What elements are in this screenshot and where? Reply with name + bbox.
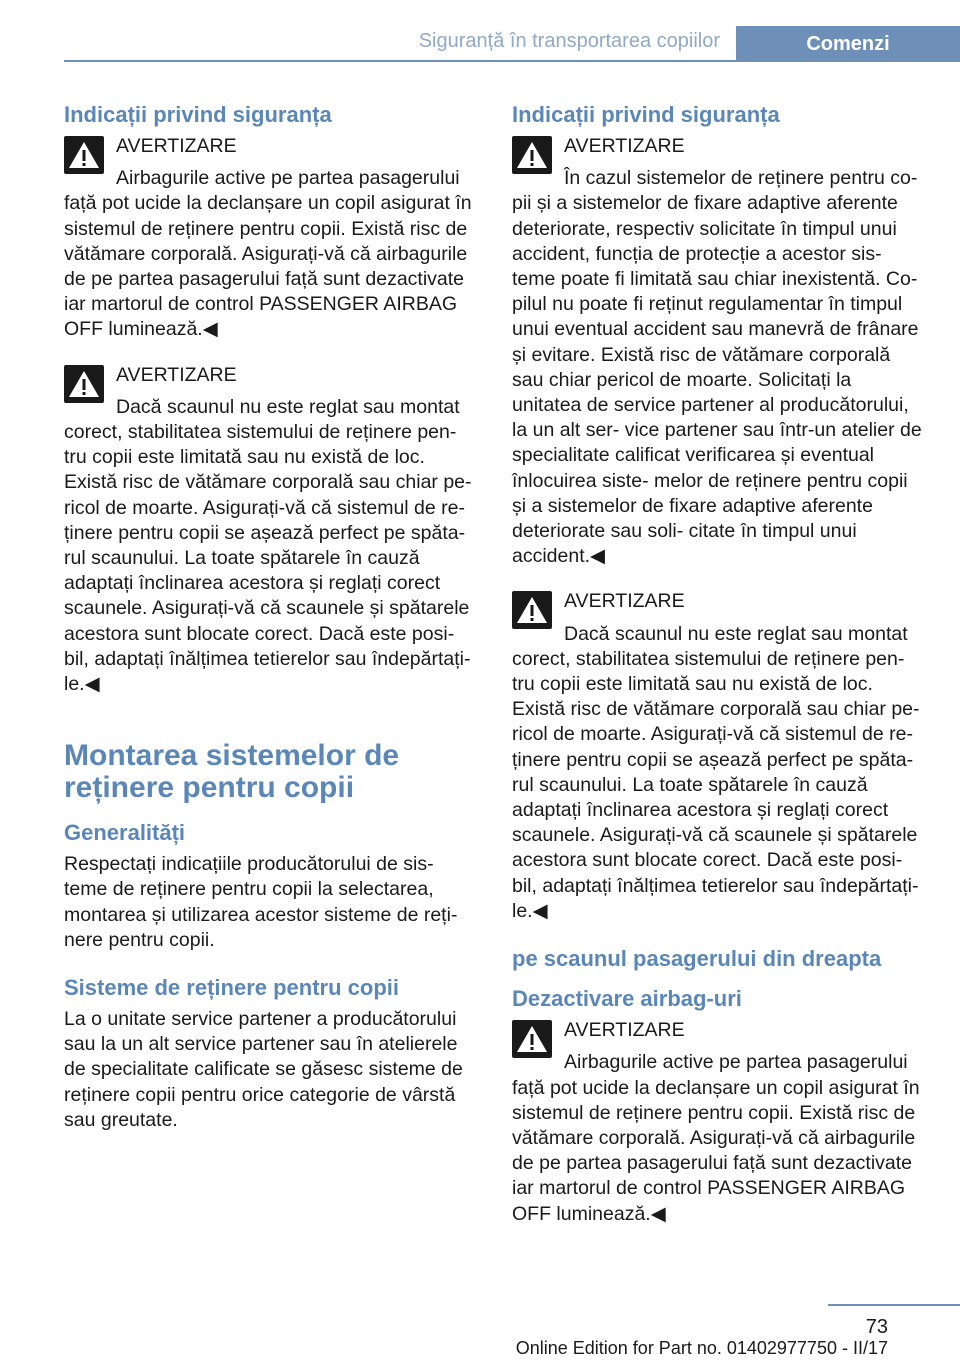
warning-label: AVERTIZARE — [564, 1019, 685, 1042]
warning-block — [64, 363, 477, 698]
warning-triangle-icon — [64, 136, 104, 174]
airbag-heading: Dezactivare airbag-uri — [512, 986, 742, 1012]
warning-text: Airbagurile active pe partea pasagerului față pot ucide la declanșare un copil asigurat în sistemul de reținere pentru copii. Există risc de vătămare corporală. Asigurați-vă că airbagurile de pe partea pasagerului față sunt dezactivate iar martorul de control PASSENGER AIRBAG OFF luminează.◀ — [64, 167, 472, 341]
warning-block — [64, 134, 477, 343]
safety-heading: Indicații privind siguranța — [512, 102, 780, 127]
warning-label: AVERTIZARE — [564, 590, 685, 613]
main-heading-line1: Montarea sistemelor de — [64, 739, 400, 773]
warning-block — [512, 589, 925, 924]
section-title: Siguranță în transportarea copiilor — [418, 30, 720, 52]
systems-heading: Sisteme de reținere pentru copii — [64, 975, 399, 1001]
general-text: Respectați indicațiile producătorului de sis- teme de reținere pentru copii la selectarea, montarea și utilizarea acestor sisteme de reți- nere pentru copii. — [64, 853, 458, 951]
warning-block — [512, 1018, 925, 1227]
edition-footer: Online Edition for Part no. 01402977750 - II/17 — [515, 1338, 888, 1358]
systems-text: La o unitate service partener a producătorului sau la un alt service partener sau în atelierele de specialitate calificate se găsesc sisteme de reținere copii pentru orice categorie de vârstă sau greutate. — [64, 1008, 463, 1131]
page-number: 73 — [865, 1316, 888, 1338]
warning-triangle-icon — [512, 136, 552, 174]
right-column — [512, 100, 925, 1247]
page-header — [64, 26, 960, 62]
warning-label: AVERTIZARE — [564, 135, 685, 157]
main-heading-line2: reținere pentru copii — [64, 771, 355, 805]
seat-heading: pe scaunul pasagerului din dreapta — [512, 946, 882, 972]
warning-triangle-icon — [64, 365, 104, 403]
warning-label: AVERTIZARE — [116, 135, 237, 157]
left-column — [64, 100, 477, 1153]
general-heading: Generalități — [64, 820, 186, 846]
warning-text: Dacă scaunul nu este reglat sau montat corect, stabilitatea sistemului de reținere pen- tru copii este limitată sau nu există de loc. Există risc de vătămare corporală sau chiar pe- ricol de moarte. Asigurați-vă că sistemul de re- ținere pentru copii se așează perfect pe spăta- rul scaunului. La toate spătarele în cauză adaptați înclinarea acestora și reglați corect scaunele. Asigurați-vă că scaunele și spătarele acestora sunt blocate corect. Dacă este posi- bil, adaptați înălțimea tetierelor sau îndepărtați- le.◀ — [512, 622, 920, 922]
footer-divider — [828, 1304, 960, 1306]
warning-block — [512, 134, 925, 569]
warning-triangle-icon — [512, 591, 552, 629]
safety-heading: Indicații privind siguranța — [64, 102, 332, 127]
warning-text: Dacă scaunul nu este reglat sau montat corect, stabilitatea sistemului de reținere pen- tru copii este limitată sau nu există de loc. Există risc de vătămare corporală sau chiar pe- ricol de moarte. Asigurați-vă că sistemul de re- ținere pentru copii se așează perfect pe spăta- rul scaunului. La toate spătarele în cauză adaptați înclinarea acestora și reglați corect scaunele. Asigurați-vă că scaunele și spătarele acestora sunt blocate corect. Dacă este posi- bil, adaptați înălțimea tetierelor sau îndepărtați- le.◀ — [64, 395, 472, 696]
warning-label: AVERTIZARE — [116, 363, 237, 386]
main-heading — [64, 740, 477, 804]
chapter-tab[interactable]: Comenzi — [736, 26, 960, 62]
warning-text: Airbagurile active pe partea pasagerului față pot ucide la declanșare un copil asigurat în sistemul de reținere pentru copii. Există risc de vătămare corporală. Asigurați-vă că airbagurile de pe partea pasagerului față sunt dezactivate iar martorul de control PASSENGER AIRBAG OFF luminează.◀ — [512, 1051, 920, 1225]
warning-triangle-icon — [512, 1020, 552, 1058]
warning-text: În cazul sistemelor de reținere pentru co- pii și a sistemelor de fixare adaptive aferente deteriorate, respectiv solicitate în timpul unui accident, funcția de protecție a acestor sis- teme poate fi limitată sau chiar inexistentă. Co- pilul nu poate fi reținut regulamentar în timpul unui eventual accident sau manevră de frânare și evitare. Există risc de vătămare corporală sau chiar pericol de moarte. Solicitați la unitatea de service partener al producătorului, la un alt ser- vice partener sau într-un atelier de specialitate calificat verificarea și eventual înlocuirea siste- melor de reținere pentru copii și a sistemelor de fixare adaptive aferente deteriorate sau soli- citate în timpul unui accident.◀ — [512, 167, 922, 568]
